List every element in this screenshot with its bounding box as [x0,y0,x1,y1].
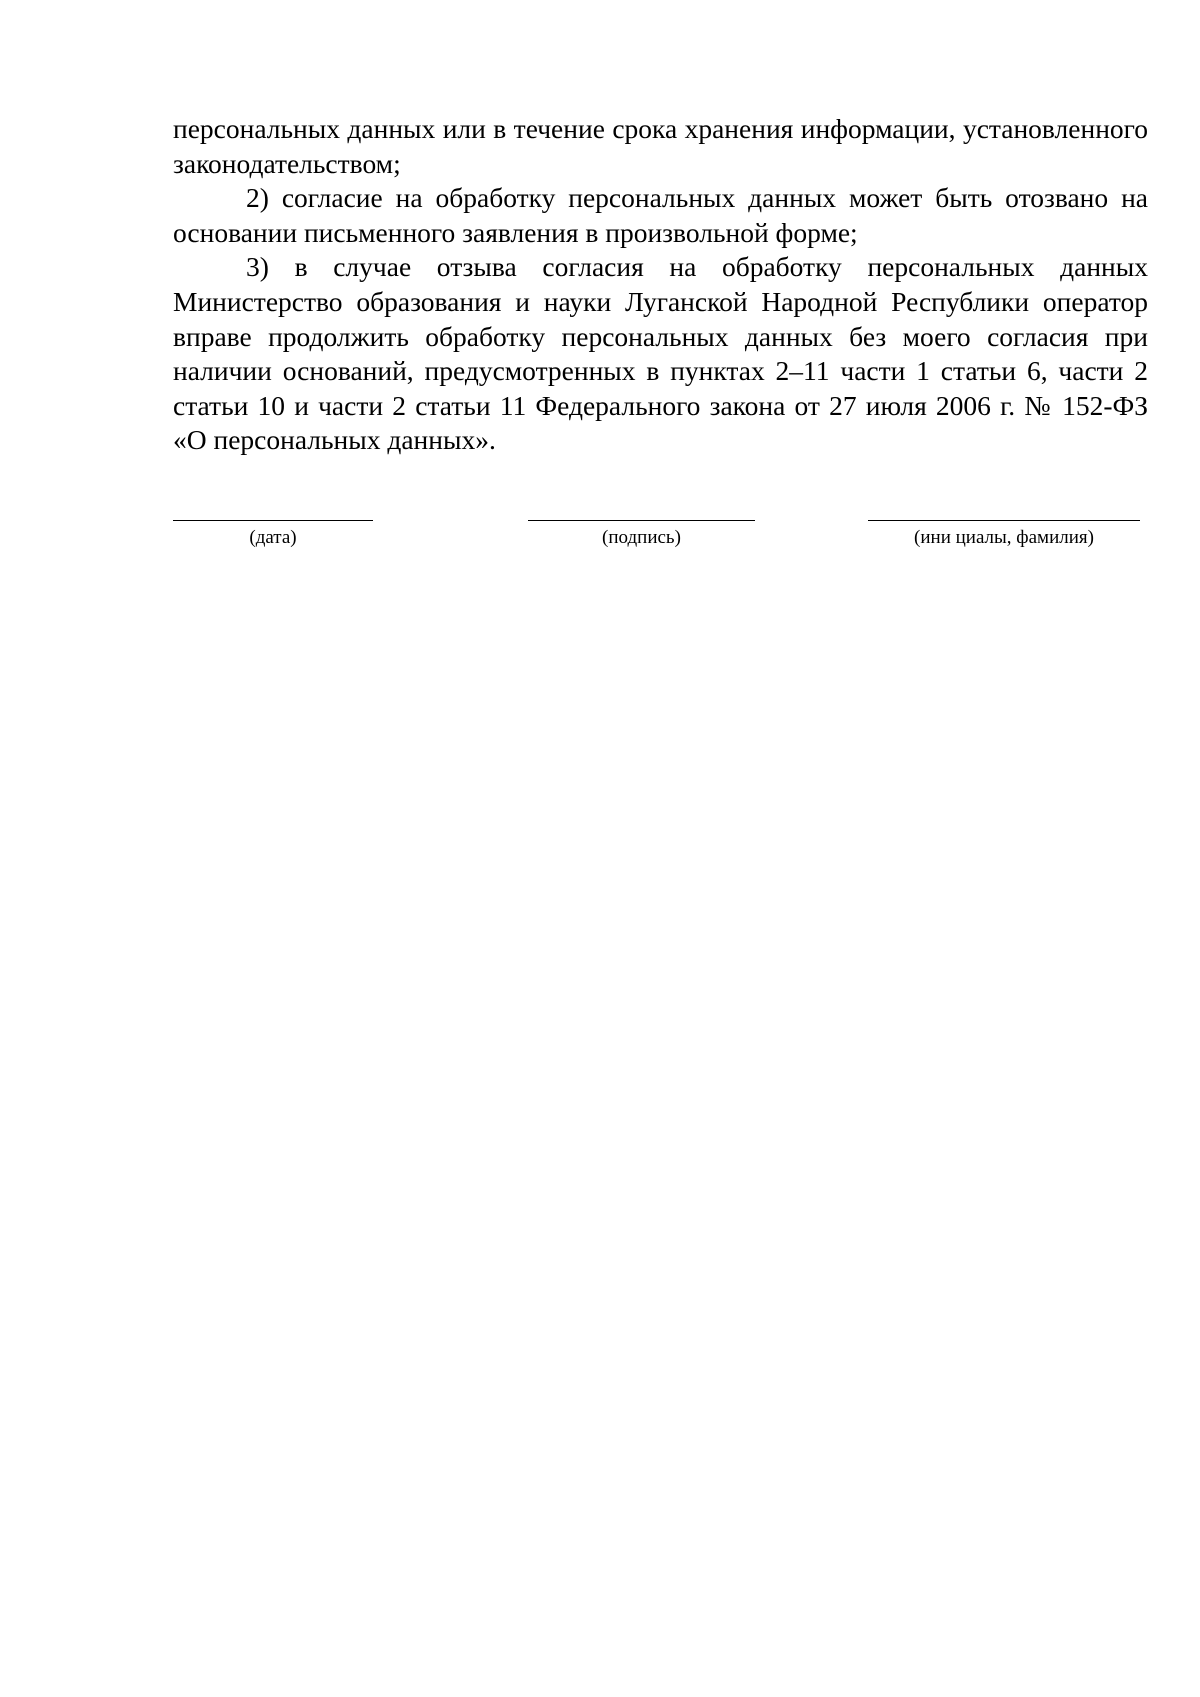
date-field [173,520,373,560]
signature-field [528,520,755,560]
date-caption: (дата) [249,527,297,548]
paragraph-continuation: персональных данных или в течение срока хранения информации, установленного законодательством; [173,113,1148,179]
name-caption: (ини циалы, фамилия) [914,527,1094,548]
paragraph-item-3: 3) в случае отзыва согласия на обработку персональных данных Министерство образования и науки Луганской Народной Республики оператор вправе продолжить обработку персональных данных без моего согласия при наличии оснований, предусмотренных в пунктах 2–11 части 1 статьи 6, части 2 статьи 10 и части 2 статьи 11 Федерального закона от 27 июля 2006 г. № 152-ФЗ «О персональных данных». [173,251,1148,456]
date-underline [173,520,373,521]
name-underline [868,520,1140,521]
consent-body-text [173,112,1148,458]
signature-caption: (подпись) [602,527,681,548]
name-field [868,520,1140,560]
paragraph-item-2: 2) согласие на обработку персональных данных может быть отозвано на основании письменного заявления в произвольной форме; [173,182,1148,248]
signature-underline [528,520,755,521]
